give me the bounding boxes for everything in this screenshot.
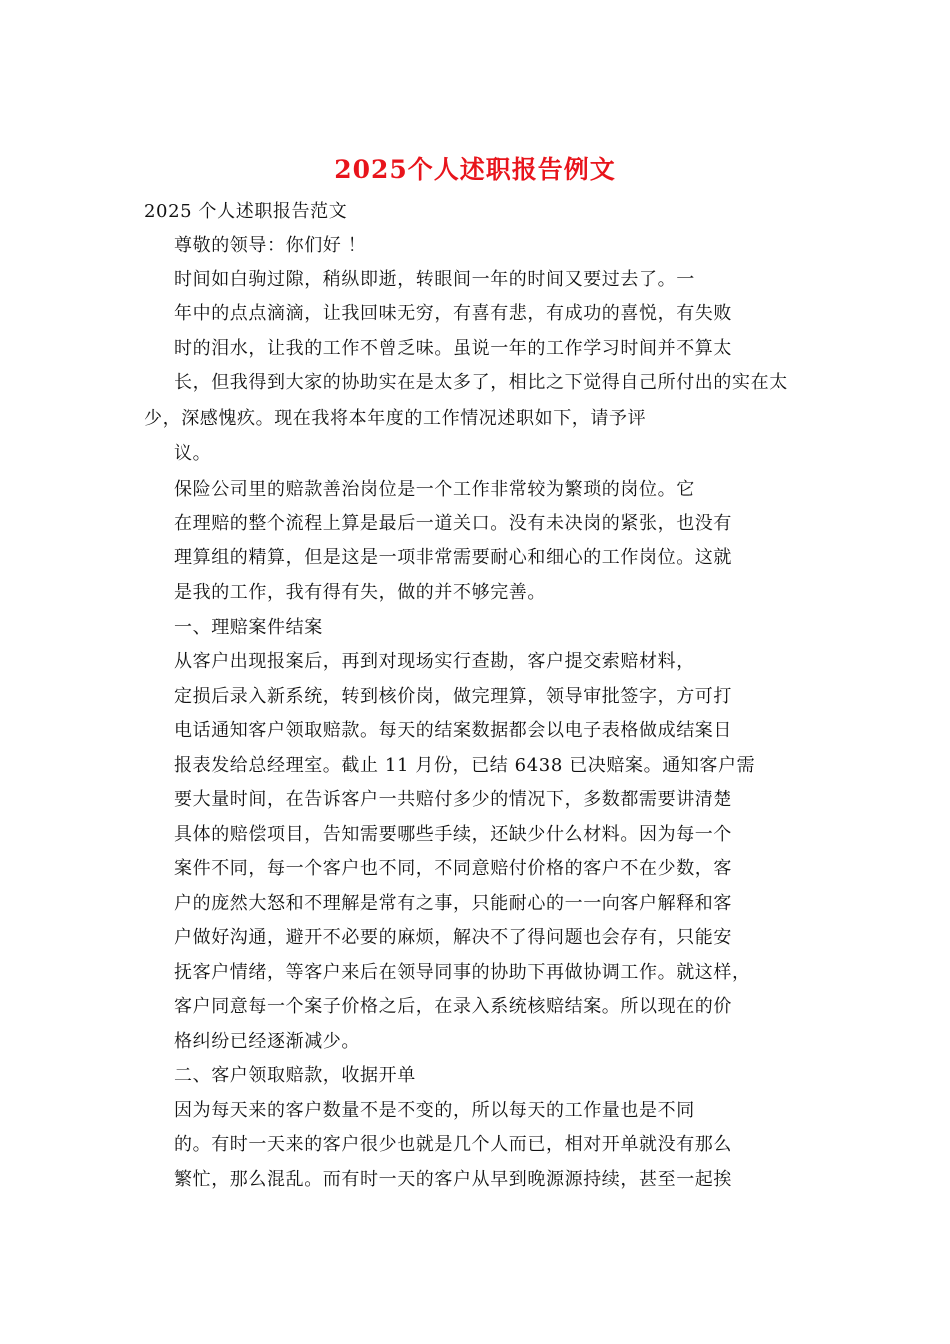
body-line: 报表发给总经理室。截止 11 月份，已结 6438 已决赔案。通知客户需	[174, 755, 756, 776]
body-line: 时的泪水，让我的工作不曾乏味。虽说一年的工作学习时间并不算太	[174, 338, 732, 359]
body-line: 电话通知客户领取赔款。每天的结案数据都会以电子表格做成结案日	[174, 720, 732, 741]
body-line: 客户同意每一个案子价格之后，在录入系统核赔结案。所以现在的价	[174, 996, 732, 1017]
body-line: 议。	[174, 443, 212, 464]
body-line: 抚客户情绪，等客户来后在领导同事的协助下再做协调工作。就这样，	[174, 962, 751, 983]
body-line: 因为每天来的客户数量不是不变的，所以每天的工作量也是不同	[174, 1100, 695, 1121]
body-line: 长，但我得到大家的协助实在是太多了，相比之下觉得自己所付出的实在太	[174, 372, 788, 393]
document-title: 2025个人述职报告例文	[334, 155, 616, 184]
body-line: 保险公司里的赔款善治岗位是一个工作非常较为繁琐的岗位。它	[174, 479, 695, 500]
body-line: 具体的赔偿项目，告知需要哪些手续，还缺少什么材料。因为每一个	[174, 824, 732, 845]
section-heading: 一、理赔案件结案	[174, 617, 323, 638]
body-line: 年中的点点滴滴，让我回味无穷，有喜有悲，有成功的喜悦，有失败	[174, 303, 732, 324]
body-line: 户做好沟通，避开不必要的麻烦，解决不了得问题也会存有，只能安	[174, 927, 732, 948]
body-line: 要大量时间，在告诉客户一共赔付多少的情况下，多数都需要讲清楚	[174, 789, 732, 810]
subtitle-line: 2025 个人述职报告范文	[144, 201, 348, 222]
body-line: 从客户出现报案后，再到对现场实行查勘，客户提交索赔材料，	[174, 651, 695, 672]
body-line: 理算组的精算，但是这是一项非常需要耐心和细心的工作岗位。这就	[174, 547, 732, 568]
section-heading: 二、客户领取赔款，收据开单	[174, 1065, 416, 1086]
body-line: 的。有时一天来的客户很少也就是几个人而已，相对开单就没有那么	[174, 1134, 732, 1155]
body-line: 时间如白驹过隙，稍纵即逝，转眼间一年的时间又要过去了。一	[174, 269, 695, 290]
body-line: 定损后录入新系统，转到核价岗，做完理算，领导审批签字，方可打	[174, 686, 732, 707]
body-line: 格纠纷已经逐渐减少。	[174, 1031, 360, 1052]
salutation-line: 尊敬的领导：你们好 ！	[174, 235, 367, 256]
body-line: 繁忙，那么混乱。而有时一天的客户从早到晚源源持续，甚至一起挨	[174, 1169, 732, 1190]
body-line: 在理赔的整个流程上算是最后一道关口。没有未决岗的紧张，也没有	[174, 513, 732, 534]
body-line: 户的庞然大怒和不理解是常有之事，只能耐心的一一向客户解释和客	[174, 893, 732, 914]
body-line: 案件不同，每一个客户也不同，不同意赔付价格的客户不在少数，客	[174, 858, 732, 879]
body-line: 是我的工作，我有得有失，做的并不够完善。	[174, 582, 546, 603]
body-line: 少，深感愧疚。现在我将本年度的工作情况述职如下，请予评	[144, 408, 647, 429]
